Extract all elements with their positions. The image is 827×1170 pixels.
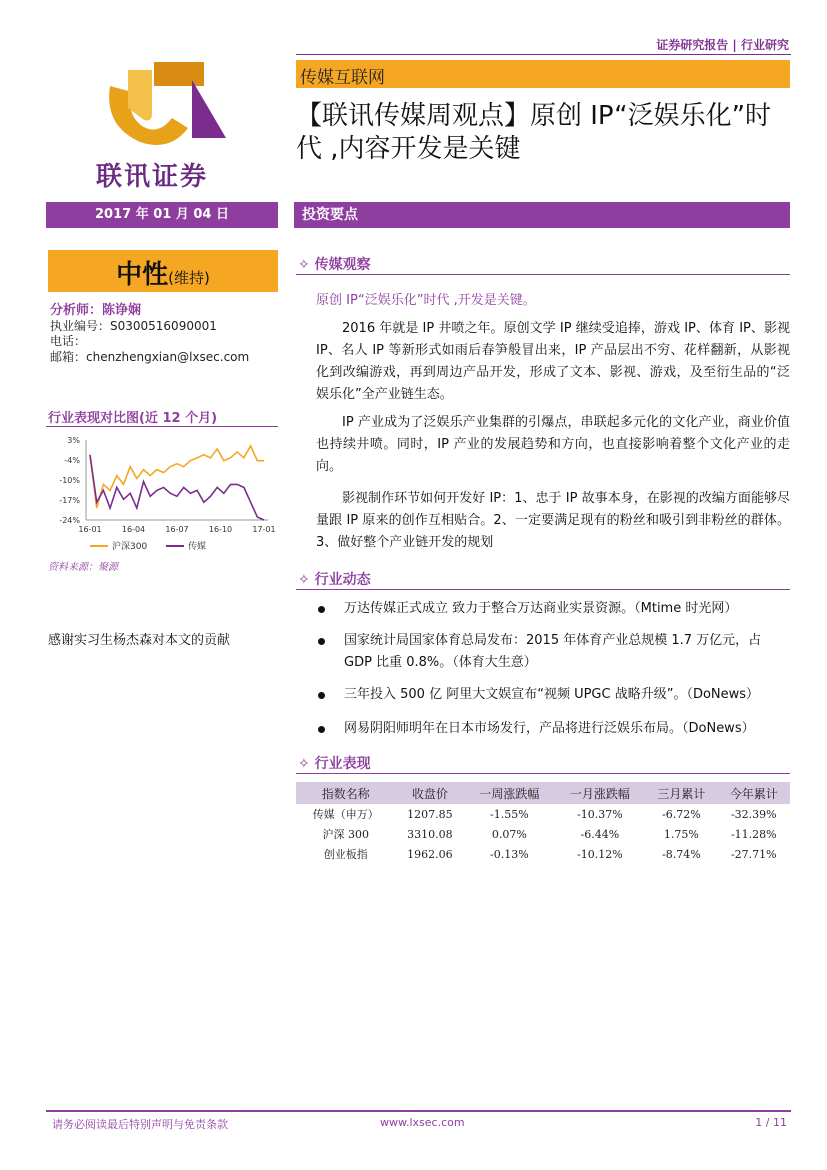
table-cell: -32.39% [730,807,777,821]
news-item: 国家统计局国家体育总局发布：2015 年体育产业总规模 1.7 万亿元，占 GDP 比重 0.8%。（体育大生意） [318,630,790,674]
table-cell: 1.75% [663,827,699,841]
table-cell: 1962.06 [407,847,453,861]
section-heading-performance [298,753,371,773]
x-tick-label: 16-10 [208,525,233,534]
table-cell: 3310.08 [407,827,453,841]
performance-table [296,782,790,864]
column-header: 一周涨跌幅 [464,782,555,804]
section-rule [296,589,790,590]
y-tick-label: 3% [67,436,80,445]
table-cell: -6.44% [580,827,620,841]
section-heading-text: 行业动态 [314,572,371,588]
analyst-name: 分析师：陈诤娴 [50,303,142,318]
table-cell: 1207.85 [407,807,453,821]
section-rule [296,274,790,275]
table-cell: -11.28% [730,827,777,841]
column-header: 指数名称 [296,782,396,804]
rating-box [48,250,278,292]
performance-chart [46,428,278,556]
table-cell: -1.55% [490,807,529,821]
table-cell: -27.71% [730,847,777,861]
table-cell: -10.37% [577,807,623,821]
section-heading-text: 行业表现 [314,756,371,772]
y-tick-label: -4% [64,456,80,465]
section-heading-text: 传媒观察 [314,257,371,273]
y-tick-label: -10% [59,476,80,485]
table-header-row [296,782,790,804]
column-header: 收盘价 [396,782,465,804]
x-tick-label: 16-07 [165,525,189,534]
legend-label: 沪深300 [112,542,148,552]
news-item: 万达传媒正式成立 致力于整合万达商业实景资源。（Mtime 时光网） [318,598,790,620]
table-cell: -8.74% [662,847,701,861]
table-row [296,824,790,844]
table-cell: -10.12% [577,847,623,861]
footer-disclaimer[interactable]: 请务必阅读最后特别声明与免责条款 [52,1118,228,1131]
table-cell: 沪深 300 [322,828,370,841]
acknowledgement: 感谢实习生杨杰森对本文的贡献 [48,633,231,648]
x-tick-label: 16-04 [121,525,146,534]
footer-page-number: 1 / 11 [755,1116,787,1129]
column-header: 今年累计 [718,782,790,804]
news-item: 三年投入 500 亿 阿里大文娱宣布“视频 UPGC 战略升级”。（DoNews） [318,684,790,706]
diamond-icon: ✧ [298,756,315,772]
section-heading-news [298,569,371,589]
diamond-icon: ✧ [298,257,315,273]
series-line-media [90,455,264,520]
chart-source: 资料来源：聚源 [48,562,118,573]
bullet-icon [318,692,325,699]
header-rule [296,54,791,55]
observation-para-2: IP 产业成为了泛娱乐产业集群的引爆点，串联起多元化的文化产业，商业价值也持续井喷。同时，IP 产业的发展趋势和方向，也直接影响着整个文化产业的走向。 [316,415,790,474]
analyst-phone: 电话： [50,334,87,348]
diamond-icon: ✧ [298,572,315,588]
table-row [296,804,790,824]
section-rule [296,773,790,774]
observation-lead: 原创 IP“泛娱乐化”时代 ,开发是关键。 [316,293,536,308]
company-logo-text: 联讯证券 [96,162,209,192]
analyst-license: 执业编号：S0300516090001 [50,318,217,333]
rating-main: 中性 [116,260,169,290]
report-title: 【联讯传媒周观点】原创 IP“泛娱乐化”时代 ,内容开发是关键 [296,101,772,164]
y-tick-label: -17% [59,496,80,505]
table-cell: 传媒（申万） [312,808,379,821]
table-cell: 创业板指 [323,848,368,861]
news-item: 网易阴阳师明年在日本市场发行，产品将进行泛娱乐布局。（DoNews） [318,718,790,740]
table-cell: -6.72% [662,807,701,821]
table-row [296,844,790,864]
column-header: 一月涨跌幅 [555,782,646,804]
analyst-email: 邮箱：chenzhengxian@lxsec.com [50,349,250,364]
table-cell: -0.13% [490,847,529,861]
sector-label: 传媒互联网 [296,60,790,88]
report-type-tag: 证券研究报告 | 行业研究 [656,38,789,52]
footer-rule [46,1110,791,1112]
section-heading-observation [298,254,371,274]
rating-sub: (维持) [168,269,210,287]
table-cell: 0.07% [491,827,527,841]
x-tick-label: 16-01 [78,525,102,534]
legend-label: 传媒 [188,542,207,552]
bullet-icon [318,726,325,733]
analyst-info [50,303,249,365]
footer-url[interactable]: www.lxsec.com [380,1116,465,1129]
x-tick-label: 17-01 [252,525,276,534]
key-points-heading: 投资要点 [294,202,790,228]
column-header: 三月累计 [645,782,717,804]
bullet-icon [318,638,325,645]
observation-para-1: 2016 年就是 IP 井喷之年。原创文学 IP 继续受追捧，游戏 IP、体育 IP、影视 IP、名人 IP 等新形式如雨后春笋般冒出来，IP 产品层出不穷、花样翻新，从影视化到改编游戏，再到周边产品开发，形成了文本、影视、游戏，及至衍生品的“泛娱乐化”全产业链生态。 [316,321,790,402]
series-line-hs300 [90,446,264,508]
bullet-icon [318,606,325,613]
chart-title: 行业表现对比图(近 12 个月) [48,411,218,426]
report-date: 2017 年 01 月 04 日 [46,202,278,228]
y-tick-label: -24% [59,516,80,525]
observation-para-3: 影视制作环节如何开发好 IP：1、忠于 IP 故事本身，在影视的改编方面能够尽量跟 IP 原来的创作互相贴合。2、一定要满足现有的粉丝和吸引到非粉丝的群体。3、做好整个产业链开发的规划 [316,491,790,550]
chart-title-rule [46,426,278,427]
